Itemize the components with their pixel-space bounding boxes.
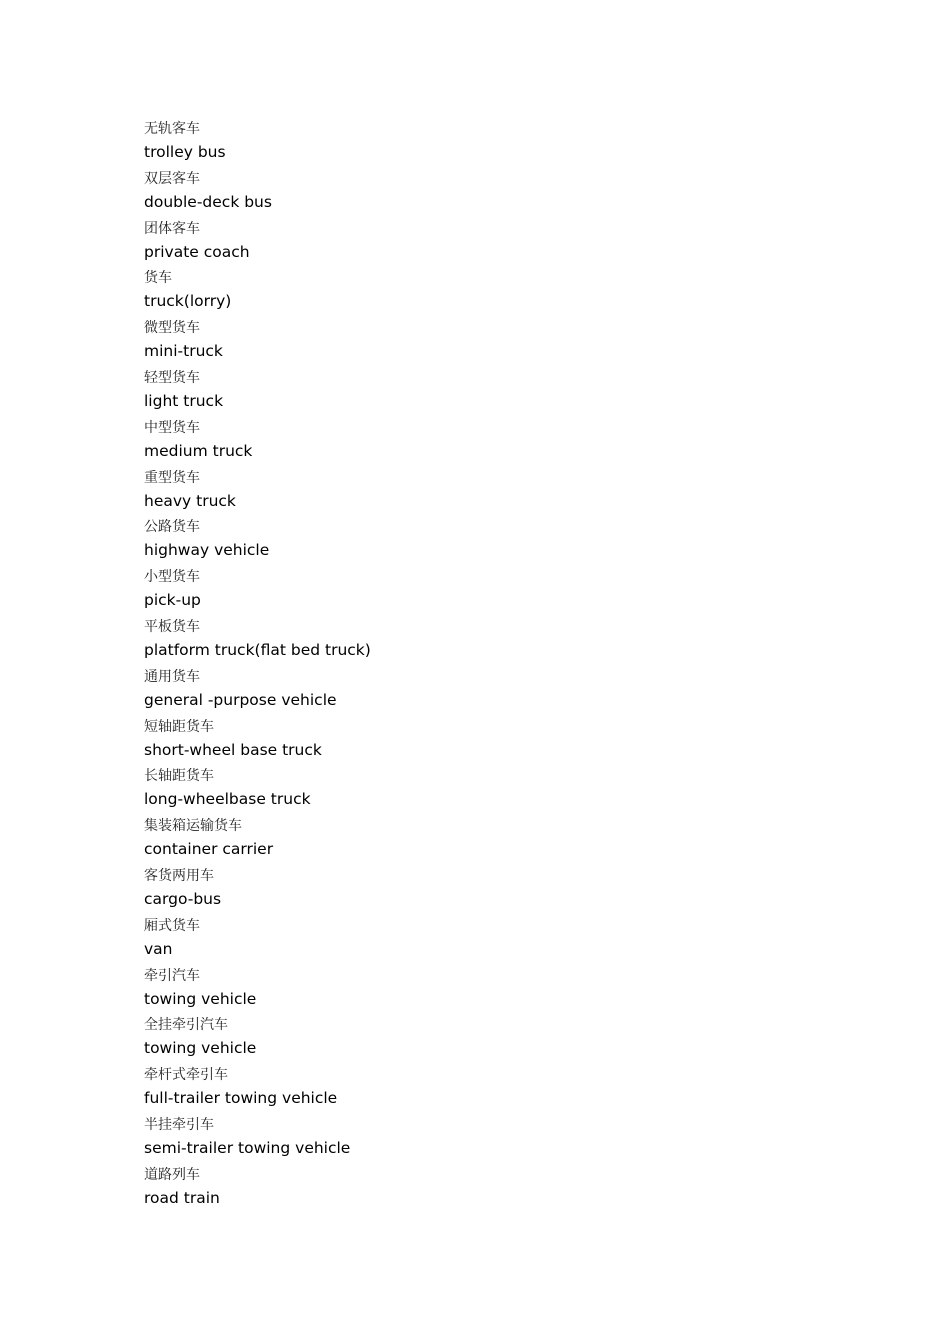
- chinese-term: 无轨客车: [144, 121, 200, 137]
- list-item: [144, 814, 844, 864]
- chinese-term: 半挂牵引车: [144, 1116, 214, 1133]
- list-item: [144, 117, 844, 167]
- english-term: van: [144, 939, 173, 958]
- english-term: semi-trailer towing vehicle: [144, 1138, 351, 1157]
- list-item: [144, 1163, 844, 1213]
- list-item: [144, 565, 844, 615]
- list-item: [144, 316, 844, 366]
- chinese-term: 重型货车: [144, 469, 200, 486]
- list-item: [144, 167, 844, 217]
- english-term: light truck: [144, 391, 224, 410]
- english-term: mini-truck: [144, 342, 223, 361]
- english-term: heavy truck: [144, 491, 236, 510]
- chinese-term: 客货两用车: [144, 867, 214, 884]
- chinese-term: 小型货车: [144, 569, 200, 586]
- english-term: container carrier: [144, 840, 274, 859]
- chinese-term: 双层客车: [144, 170, 200, 187]
- english-term: towing vehicle: [144, 1039, 257, 1058]
- list-item: [144, 515, 844, 565]
- chinese-term: 团体客车: [144, 220, 200, 237]
- list-item: [144, 366, 844, 416]
- chinese-term: 轻型货车: [144, 369, 200, 386]
- chinese-term: 全挂牵引汽车: [144, 1017, 228, 1034]
- english-term: short-wheel base truck: [144, 740, 322, 759]
- chinese-term: 通用货车: [144, 668, 200, 685]
- list-item: [144, 914, 844, 964]
- english-term: medium truck: [144, 441, 253, 460]
- list-item: [144, 615, 844, 665]
- chinese-term: 平板货车: [144, 618, 200, 635]
- english-term: highway vehicle: [144, 541, 270, 560]
- english-term: full-trailer towing vehicle: [144, 1089, 338, 1108]
- list-item: [144, 1013, 844, 1063]
- chinese-term: 货车: [144, 270, 172, 287]
- chinese-term: 厢式货车: [144, 917, 200, 934]
- list-item: [144, 764, 844, 814]
- english-term: road train: [144, 1188, 220, 1207]
- list-item: [144, 715, 844, 765]
- list-item: [144, 964, 844, 1014]
- english-term: long-wheelbase truck: [144, 790, 311, 809]
- chinese-term: 公路货车: [144, 519, 200, 536]
- english-term: trolley bus: [144, 143, 226, 161]
- list-item: [144, 217, 844, 267]
- list-item: [144, 466, 844, 516]
- list-item: [144, 1113, 844, 1163]
- english-term: cargo-bus: [144, 889, 222, 908]
- chinese-term: 微型货车: [144, 320, 200, 337]
- term-list: [144, 117, 844, 1213]
- list-item: [144, 864, 844, 914]
- english-term: double-deck bus: [144, 192, 272, 211]
- chinese-term: 道路列车: [144, 1166, 200, 1183]
- english-term: pick-up: [144, 591, 201, 610]
- english-term: private coach: [144, 242, 250, 261]
- list-item: [144, 416, 844, 466]
- list-item: [144, 665, 844, 715]
- chinese-term: 集装箱运输货车: [144, 818, 242, 835]
- chinese-term: 中型货车: [144, 419, 200, 436]
- list-item: [144, 1063, 844, 1113]
- english-term: platform truck(flat bed truck): [144, 640, 371, 659]
- english-term: towing vehicle: [144, 989, 257, 1008]
- chinese-term: 牵杆式牵引车: [144, 1067, 228, 1084]
- english-term: general -purpose vehicle: [144, 690, 337, 709]
- english-term: truck(lorry): [144, 292, 232, 311]
- chinese-term: 短轴距货车: [144, 718, 214, 735]
- chinese-term: 长轴距货车: [144, 768, 214, 785]
- list-item: [144, 266, 844, 316]
- chinese-term: 牵引汽车: [144, 967, 200, 984]
